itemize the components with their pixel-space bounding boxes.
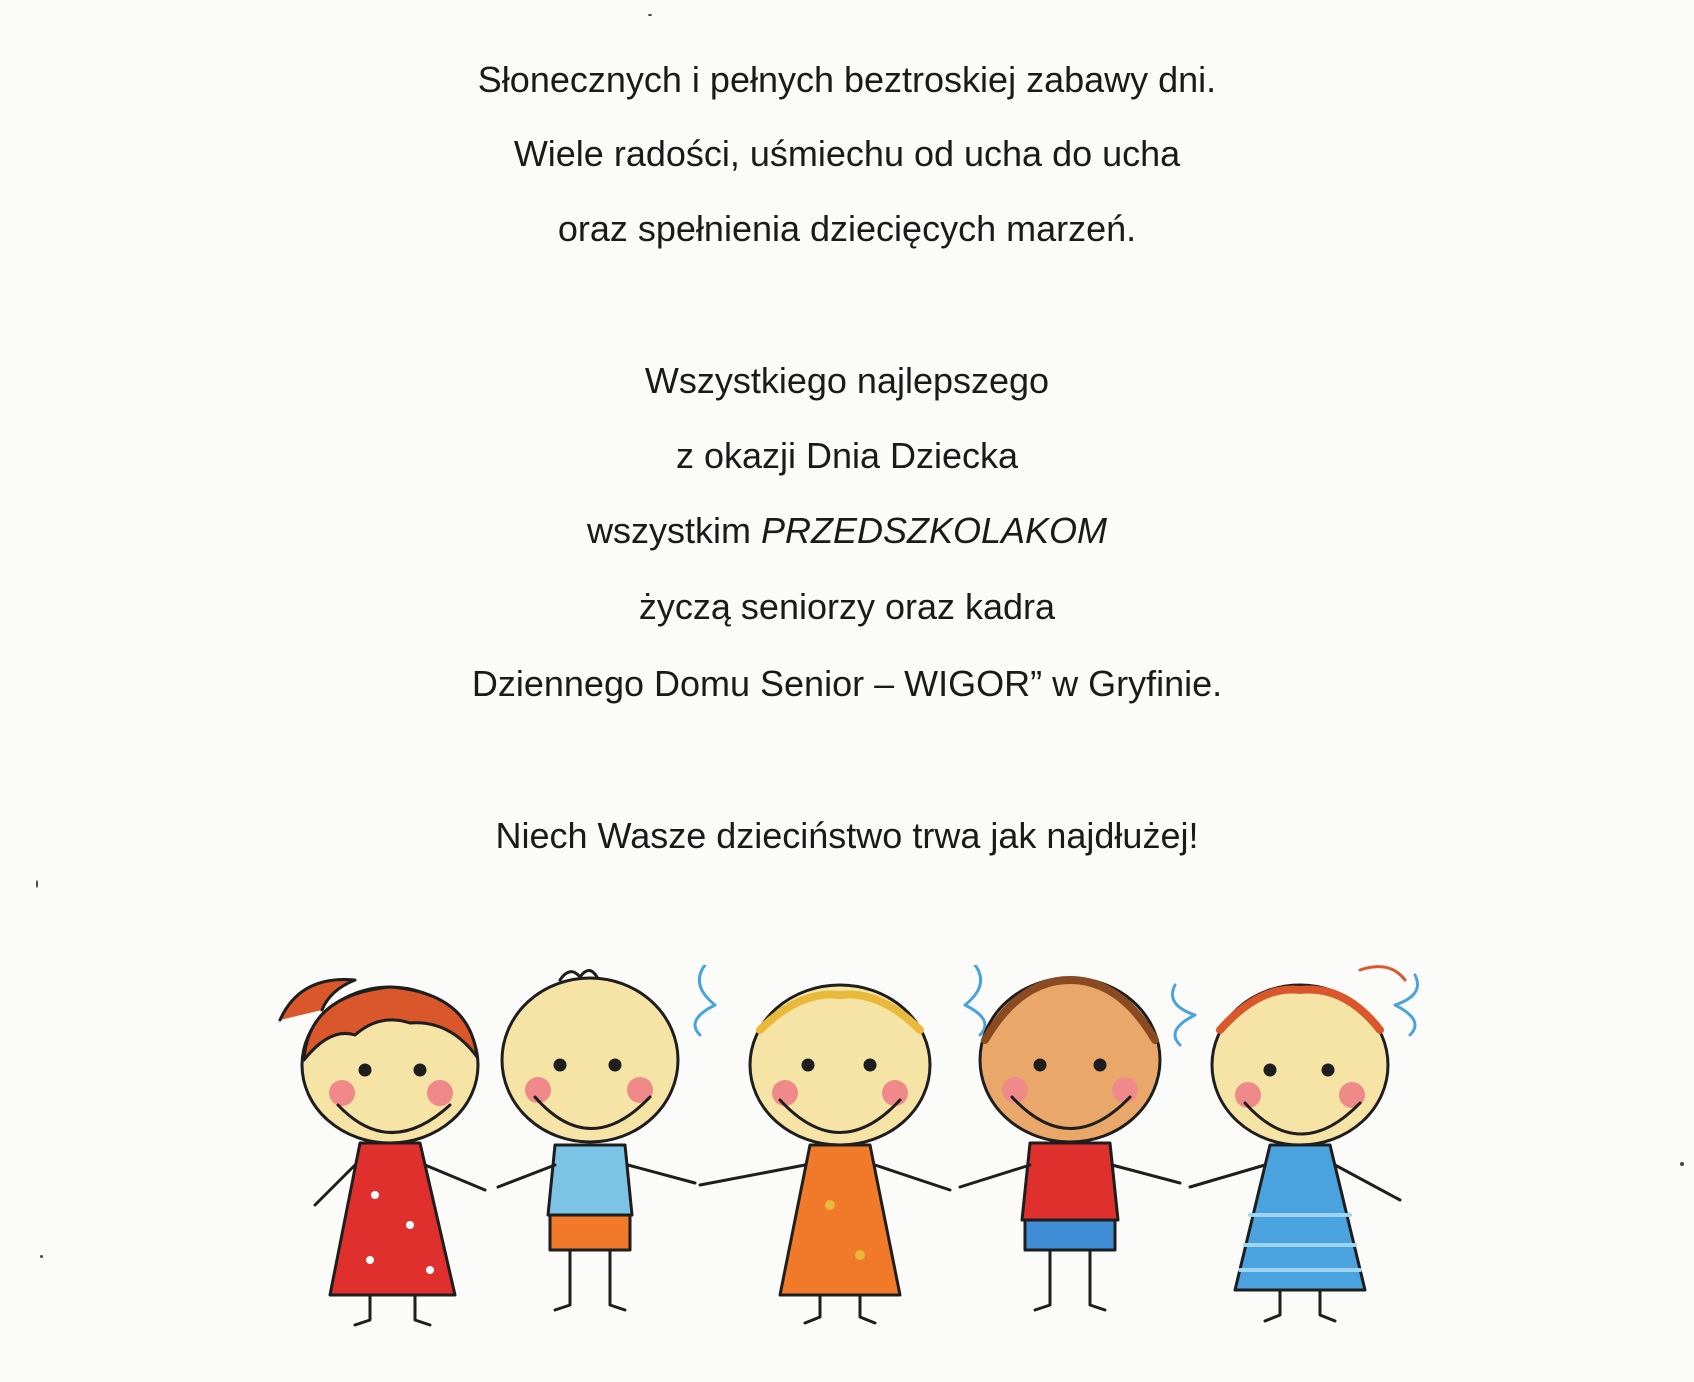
children-holding-hands-illustration [260,965,1460,1335]
child-boy-red-shirt [960,978,1180,1310]
signature-line: Dziennego Domu Senior – WIGOR” w Gryfinie. [471,663,1223,704]
child-boy-blue-shirt [498,970,695,1310]
child-girl-blond-pigtails [695,965,985,1323]
scan-speck [1680,1162,1684,1166]
wishes-line-4: życzą seniorzy oraz kadra [638,586,1056,627]
preschoolers-emphasis: PRZEDSZKOLAKOM [760,510,1108,551]
wishes-line-2: z okazji Dnia Dziecka [675,435,1019,476]
scan-speck [36,880,38,888]
closing-wish: Niech Wasze dzieciństwo trwa jak najdłużej! [495,815,1199,856]
greeting-line-3: oraz spełnienia dziecięcych marzeń. [557,208,1137,249]
scan-speck [40,1255,43,1258]
wishes-line-3-prefix: wszystkim [586,510,761,551]
greeting-line-2: Wiele radości, uśmiechu od ucha do ucha [513,133,1181,174]
child-girl-red-hair [280,980,485,1326]
wishes-line-3 [0,509,1694,553]
child-girl-blue-dress [1173,967,1418,1321]
wishes-line-1: Wszystkiego najlepszego [644,360,1050,401]
greeting-line-1: Słonecznych i pełnych beztroskiej zabawy dni. [477,59,1217,100]
scan-speck [648,14,652,16]
